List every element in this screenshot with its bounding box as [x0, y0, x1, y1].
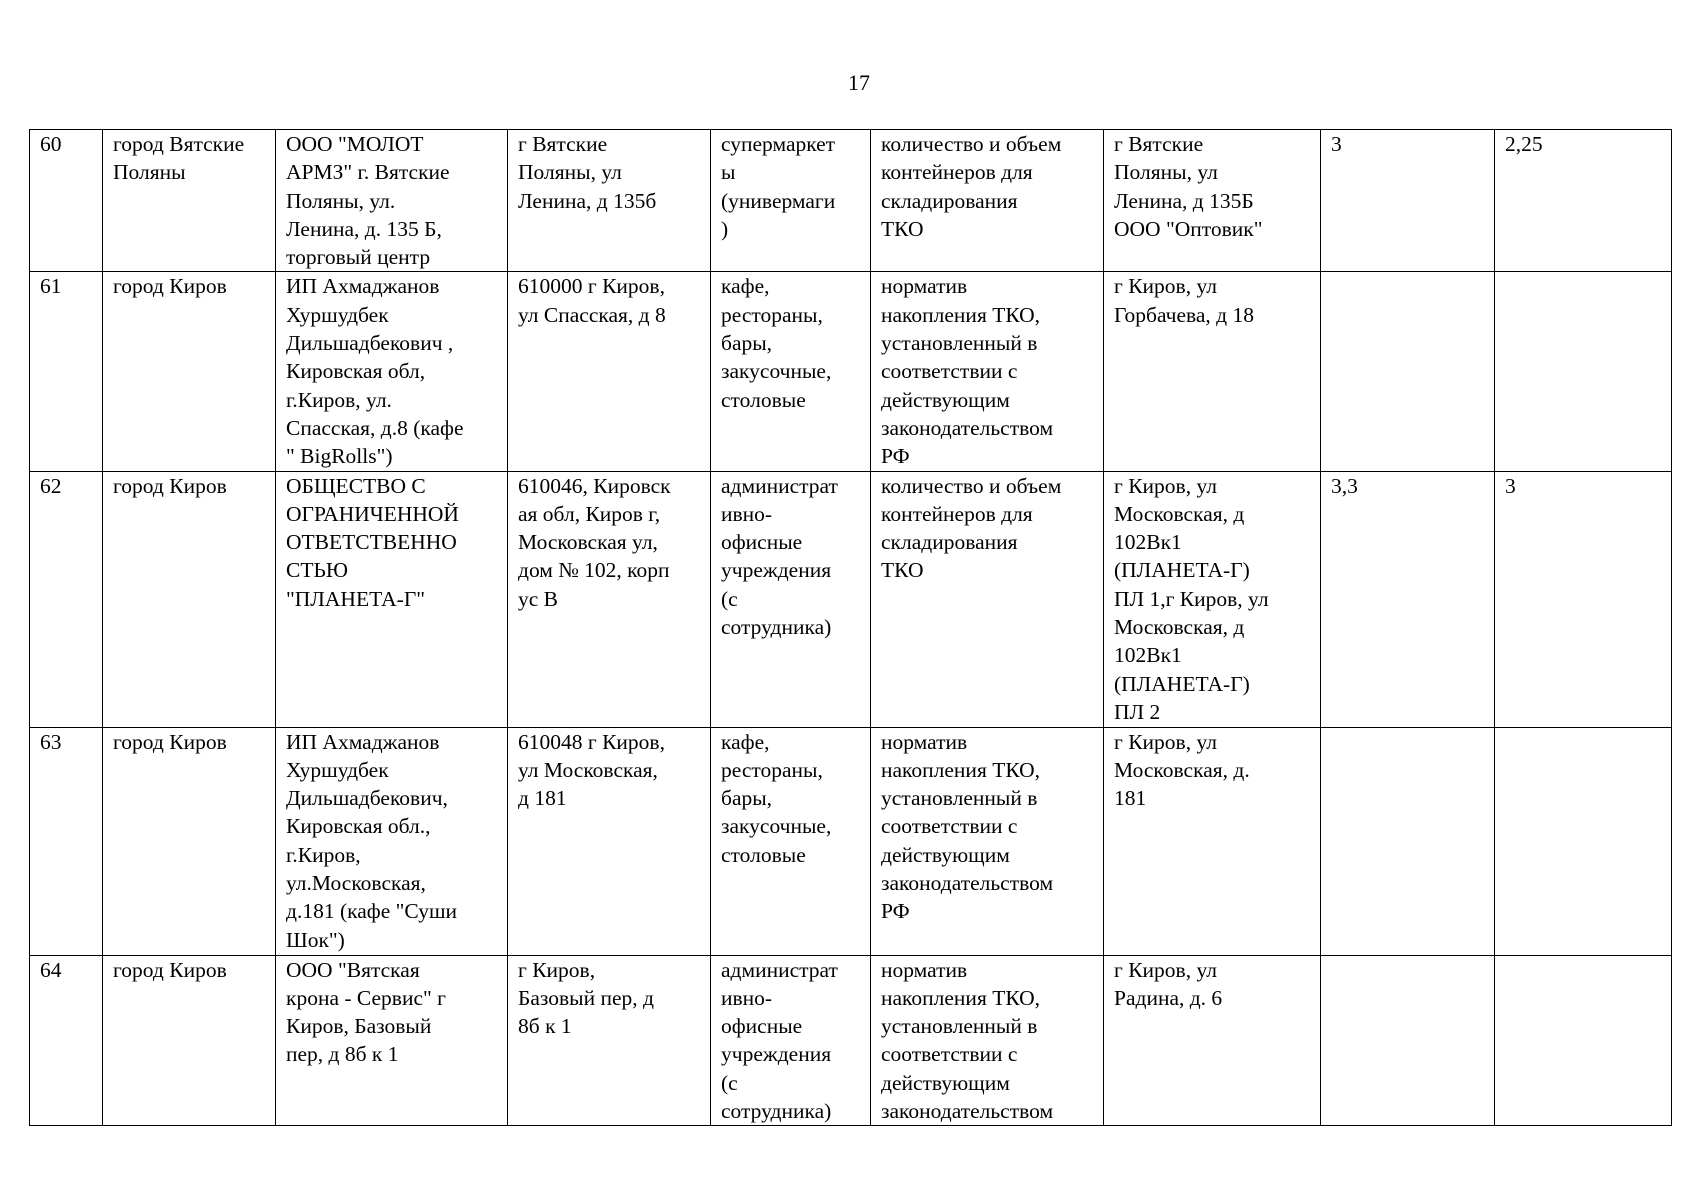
cell-text-line: кафе, [721, 729, 770, 754]
cell-text-line: законодательством [881, 871, 1054, 896]
cell-text-line: сотрудника) [721, 1099, 832, 1124]
cell-text-line: соответствии с [881, 814, 1018, 839]
cell-text-line: д 181 [518, 786, 567, 811]
cell-text-line: ООО "Оптовик" [1114, 216, 1263, 241]
cell-text-line: РФ [881, 444, 910, 469]
cell-text-line: 610000 г Киров, [518, 274, 665, 299]
cell-owner [276, 727, 508, 955]
cell-text-line: 8б к 1 [518, 1014, 572, 1039]
cell-value-2 [1495, 727, 1672, 955]
cell-text-line: рестораны, [721, 757, 823, 782]
cell-text-line: ивно- [721, 985, 773, 1010]
cell-text-line: накопления ТКО, [881, 757, 1041, 782]
cell-text-line: 2,25 [1505, 132, 1543, 156]
cell-text-line: Горбачева, д 18 [1114, 302, 1254, 327]
cell-value-2 [1495, 130, 1672, 272]
cell-text-line: "ПЛАНЕТА-Г" [286, 586, 426, 611]
cell-text-line: Кировская обл., [286, 814, 431, 839]
cell-text-line: " BigRolls") [286, 444, 393, 469]
cell-text-line: установленный в [881, 786, 1038, 811]
cell-calc-method [871, 130, 1104, 272]
cell-text-line: крона - Сервис" г [286, 985, 446, 1010]
cell-text-line: ) [721, 216, 729, 241]
cell-text-line: бары, [721, 786, 773, 811]
cell-calc-method [871, 955, 1104, 1126]
cell-number: 64 [30, 955, 103, 1126]
cell-locality [103, 955, 276, 1126]
cell-object-type [711, 727, 871, 955]
cell-address [508, 727, 711, 955]
cell-text-line: г Вятские [518, 132, 608, 156]
cell-text-line: Поляны, ул [518, 160, 622, 185]
cell-text-line: ТКО [881, 216, 924, 241]
cell-text-line: АРМЗ" г. Вятские [286, 160, 450, 185]
cell-text-line: Кировская обл, [286, 359, 426, 384]
cell-text-line: ООО "МОЛОТ [286, 132, 424, 156]
cell-text-line: ОБЩЕСТВО С [286, 473, 426, 498]
cell-text-line: (универмаги [721, 188, 836, 213]
cell-text-line: количество и объем [881, 132, 1062, 156]
cell-text-line: г Киров, ул [1114, 473, 1217, 498]
cell-locality [103, 272, 276, 471]
cell-text-line: Поляны, ул. [286, 188, 396, 213]
cell-text-line: рестораны, [721, 302, 823, 327]
cell-locality [103, 471, 276, 727]
cell-text-line: город Киров [113, 274, 227, 299]
cell-text-line: ТКО [881, 558, 924, 583]
cell-site-address [1104, 955, 1321, 1126]
cell-locality [103, 130, 276, 272]
cell-text-line: Дильшадбекович, [286, 786, 448, 811]
cell-text-line: г Киров, ул [1114, 729, 1217, 754]
cell-number: 63 [30, 727, 103, 955]
cell-text-line: г Киров, [518, 957, 596, 982]
table-row [30, 471, 1672, 727]
cell-calc-method [871, 272, 1104, 471]
cell-site-address [1104, 272, 1321, 471]
table-row [30, 955, 1672, 1126]
cell-text-line: ООО "Вятская [286, 957, 420, 982]
cell-value-1 [1321, 272, 1495, 471]
registry-table-body [30, 130, 1672, 1126]
cell-text-line: (ПЛАНЕТА-Г) [1114, 671, 1250, 696]
cell-value-1 [1321, 471, 1495, 727]
cell-text-line: бары, [721, 331, 773, 356]
cell-text-line: контейнеров для [881, 160, 1033, 185]
cell-text-line: г Вятские [1114, 132, 1204, 156]
cell-text-line: действующим [881, 387, 1010, 412]
cell-text-line: складирования [881, 530, 1018, 555]
cell-calc-method [871, 727, 1104, 955]
cell-text-line: 102Вк1 [1114, 643, 1182, 668]
cell-text-line: (с [721, 586, 738, 611]
cell-text-line: ИП Ахмаджанов [286, 729, 440, 754]
cell-text-line: д.181 (кафе "Суши [286, 899, 458, 924]
cell-address [508, 272, 711, 471]
cell-text-line: офисные [721, 530, 803, 555]
cell-text-line: ивно- [721, 501, 773, 526]
cell-object-type [711, 130, 871, 272]
cell-text-line: установленный в [881, 1014, 1038, 1039]
cell-text-line: норматив [881, 729, 968, 754]
cell-text-line: норматив [881, 274, 968, 299]
cell-text-line: контейнеров для [881, 501, 1033, 526]
cell-locality [103, 727, 276, 955]
cell-text-line: Московская, д. [1114, 757, 1250, 782]
cell-text-line: установленный в [881, 331, 1038, 356]
cell-text-line: Киров, Базовый [286, 1014, 432, 1039]
cell-text-line: столовые [721, 387, 806, 412]
cell-text-line: Поляны [113, 160, 186, 185]
cell-text-line: ул Московская, [518, 757, 658, 782]
cell-text-line: кафе, [721, 274, 770, 299]
page-number: 17 [848, 70, 870, 95]
cell-text-line: накопления ТКО, [881, 985, 1041, 1010]
cell-address [508, 130, 711, 272]
cell-text-line: Радина, д. 6 [1114, 985, 1223, 1010]
cell-object-type [711, 272, 871, 471]
cell-text-line: ПЛ 1,г Киров, ул [1114, 586, 1269, 611]
cell-text-line: Ленина, д 135Б [1114, 188, 1254, 213]
cell-text-line: ОГРАНИЧЕННОЙ [286, 501, 459, 526]
cell-text-line: Московская ул, [518, 530, 658, 555]
cell-text-line: ул.Московская, [286, 871, 426, 896]
cell-text-line: Московская, д [1114, 615, 1245, 640]
cell-text-line: норматив [881, 957, 968, 982]
cell-text-line: пер, д 8б к 1 [286, 1042, 399, 1067]
cell-object-type [711, 955, 871, 1126]
cell-text-line: администрат [721, 957, 838, 982]
cell-text-line: ОТВЕТСТВЕННО [286, 530, 457, 555]
cell-site-address [1104, 727, 1321, 955]
cell-number: 60 [30, 130, 103, 272]
cell-text-line: ул Спасская, д 8 [518, 302, 666, 327]
cell-text-line: количество и объем [881, 473, 1062, 498]
cell-text-line: 181 [1114, 786, 1147, 811]
cell-value-2 [1495, 955, 1672, 1126]
cell-site-address [1104, 471, 1321, 727]
cell-text-line: г.Киров, ул. [286, 387, 392, 412]
cell-value-1 [1321, 955, 1495, 1126]
cell-text-line: складирования [881, 188, 1018, 213]
cell-text-line: Ленина, д 135б [518, 188, 657, 213]
table-row [30, 727, 1672, 955]
cell-value-1 [1321, 130, 1495, 272]
cell-text-line: дом № 102, корп [518, 558, 670, 583]
cell-value-2 [1495, 272, 1672, 471]
table-row [30, 272, 1672, 471]
cell-object-type [711, 471, 871, 727]
cell-text-line: соответствии с [881, 359, 1018, 384]
cell-text-line: учреждения [721, 1042, 832, 1067]
cell-text-line: Хуршудбек [286, 302, 389, 327]
cell-text-line: ПЛ 2 [1114, 699, 1161, 724]
cell-text-line: законодательством [881, 1099, 1054, 1124]
cell-text-line: город Вятские [113, 132, 245, 156]
cell-number: 61 [30, 272, 103, 471]
cell-text-line: РФ [881, 899, 910, 924]
cell-owner [276, 955, 508, 1126]
cell-text-line: город Киров [113, 729, 227, 754]
cell-text-line: супермаркет [721, 132, 836, 156]
cell-text-line: сотрудника) [721, 615, 832, 640]
cell-text-line: торговый центр [286, 245, 431, 270]
cell-owner [276, 272, 508, 471]
cell-text-line: соответствии с [881, 1042, 1018, 1067]
cell-text-line: ИП Ахмаджанов [286, 274, 440, 299]
cell-text-line: СТЬЮ [286, 558, 348, 583]
cell-site-address [1104, 130, 1321, 272]
cell-text-line: Спасская, д.8 (кафе [286, 415, 464, 440]
cell-text-line: действующим [881, 1070, 1010, 1095]
cell-value-2 [1495, 471, 1672, 727]
cell-text-line: действующим [881, 842, 1010, 867]
cell-address [508, 471, 711, 727]
cell-text-line: 610048 г Киров, [518, 729, 665, 754]
cell-text-line: 610046, Кировск [518, 473, 671, 498]
cell-text-line: столовые [721, 842, 806, 867]
cell-owner [276, 130, 508, 272]
cell-number: 62 [30, 471, 103, 727]
cell-text-line: закусочные, [721, 359, 832, 384]
cell-text-line: 3,3 [1331, 473, 1358, 498]
cell-text-line: накопления ТКО, [881, 302, 1041, 327]
cell-text-line: Дильшадбекович , [286, 331, 454, 356]
cell-text-line: ая обл, Киров г, [518, 501, 661, 526]
cell-text-line: г.Киров, [286, 842, 361, 867]
cell-text-line: администрат [721, 473, 838, 498]
cell-text-line: ы [721, 160, 736, 185]
cell-text-line: Базовый пер, д [518, 985, 654, 1010]
cell-text-line: 3 [1331, 132, 1342, 156]
cell-text-line: Поляны, ул [1114, 160, 1218, 185]
cell-text-line: Шок") [286, 927, 345, 952]
cell-value-1 [1321, 727, 1495, 955]
cell-text-line: ус В [518, 586, 559, 611]
cell-text-line: Московская, д [1114, 501, 1245, 526]
cell-text-line: город Киров [113, 957, 227, 982]
cell-owner [276, 471, 508, 727]
cell-text-line: город Киров [113, 473, 227, 498]
cell-text-line: г Киров, ул [1114, 957, 1217, 982]
cell-address [508, 955, 711, 1126]
cell-text-line: Ленина, д. 135 Б, [286, 216, 442, 241]
cell-text-line: закусочные, [721, 814, 832, 839]
cell-text-line: (ПЛАНЕТА-Г) [1114, 558, 1250, 583]
cell-text-line: законодательством [881, 415, 1054, 440]
table-row [30, 130, 1672, 272]
cell-text-line: г Киров, ул [1114, 274, 1217, 299]
cell-text-line: (с [721, 1070, 738, 1095]
cell-text-line: офисные [721, 1014, 803, 1039]
registry-table [29, 129, 1672, 1126]
cell-text-line: учреждения [721, 558, 832, 583]
cell-text-line: 3 [1505, 473, 1516, 498]
cell-text-line: 102Вк1 [1114, 530, 1182, 555]
cell-text-line: Хуршудбек [286, 757, 389, 782]
cell-calc-method [871, 471, 1104, 727]
